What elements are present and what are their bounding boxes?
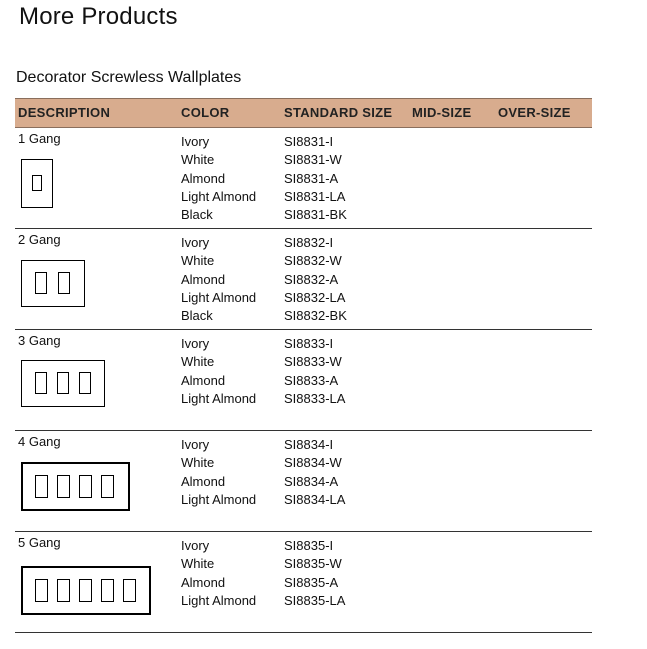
color-name: Ivory	[181, 134, 210, 149]
table-row	[15, 330, 592, 431]
gang-label: 1 Gang	[18, 131, 61, 146]
sku-number: SI8833-I	[284, 336, 334, 351]
sku-number: SI8835-I	[284, 538, 334, 553]
color-name: White	[181, 253, 215, 269]
color-name: White	[181, 152, 215, 168]
color-name: Light Almond	[181, 491, 257, 507]
sku-list	[284, 537, 345, 610]
color-name: Almond	[181, 170, 226, 186]
gang-label: 4 Gang	[18, 434, 61, 449]
table-body	[15, 128, 592, 633]
color-name: Ivory	[181, 437, 210, 452]
color-name: Black	[181, 207, 213, 223]
header-mid-size: MID-SIZE	[412, 105, 472, 120]
color-list	[181, 234, 256, 325]
color-name: White	[181, 455, 215, 471]
sku-number: SI8833-W	[284, 354, 342, 370]
switch-opening	[35, 475, 48, 498]
table-row	[15, 431, 592, 532]
switch-opening	[35, 579, 48, 602]
sku-number: SI8832-I	[284, 235, 334, 250]
table-row	[15, 532, 592, 633]
sku-list	[284, 335, 345, 408]
color-name: Almond	[181, 271, 226, 287]
color-name: Almond	[181, 473, 226, 489]
wallplate-icon	[21, 462, 130, 511]
color-name: Almond	[181, 574, 226, 590]
color-list	[181, 335, 256, 408]
color-name: White	[181, 354, 215, 370]
wallplate-icon	[21, 159, 53, 208]
sku-number: SI8834-W	[284, 455, 342, 471]
color-name: Light Almond	[181, 390, 257, 406]
sku-list	[284, 436, 345, 509]
color-name: Light Almond	[181, 592, 257, 608]
switch-opening	[57, 579, 70, 602]
gang-label: 3 Gang	[18, 333, 61, 348]
switch-opening	[35, 272, 47, 294]
header-over-size: OVER-SIZE	[498, 105, 571, 120]
color-name: Black	[181, 308, 213, 324]
wallplate-icon	[21, 360, 105, 407]
sku-number: SI8835-LA	[284, 592, 346, 608]
sku-number: SI8834-I	[284, 437, 334, 452]
sku-number: SI8835-A	[284, 574, 339, 590]
gang-label: 2 Gang	[18, 232, 61, 247]
switch-opening	[123, 579, 136, 602]
wallplate-icon	[21, 566, 151, 615]
sku-number: SI8832-W	[284, 253, 342, 269]
header-standard-size: STANDARD SIZE	[284, 105, 393, 120]
table-header	[15, 98, 592, 128]
sku-number: SI8831-A	[284, 170, 339, 186]
color-name: Light Almond	[181, 188, 257, 204]
color-name: Ivory	[181, 538, 210, 553]
sku-number: SI8833-LA	[284, 390, 346, 406]
sku-number: SI8832-A	[284, 271, 339, 287]
gang-label: 5 Gang	[18, 535, 61, 550]
sku-number: SI8834-A	[284, 473, 339, 489]
sku-number: SI8831-LA	[284, 188, 346, 204]
switch-opening	[57, 372, 69, 394]
sku-number: SI8835-W	[284, 556, 342, 572]
sku-number: SI8833-A	[284, 372, 339, 388]
switch-opening	[101, 579, 114, 602]
wallplate-table	[15, 98, 592, 633]
switch-opening	[32, 175, 42, 191]
switch-opening	[79, 475, 92, 498]
switch-opening	[58, 272, 70, 294]
color-name: Light Almond	[181, 289, 257, 305]
sku-number: SI8832-LA	[284, 289, 346, 305]
sku-number: SI8831-W	[284, 152, 342, 168]
color-list	[181, 436, 256, 509]
table-row	[15, 229, 592, 330]
header-description: DESCRIPTION	[18, 105, 111, 120]
color-name: Ivory	[181, 336, 210, 351]
color-list	[181, 133, 256, 224]
sku-number: SI8831-BK	[284, 207, 347, 223]
switch-opening	[79, 372, 91, 394]
wallplate-icon	[21, 260, 85, 307]
color-name: Ivory	[181, 235, 210, 250]
sku-number: SI8831-I	[284, 134, 334, 149]
switch-opening	[57, 475, 70, 498]
header-color: COLOR	[181, 105, 230, 120]
table-row	[15, 128, 592, 229]
sku-list	[284, 133, 347, 224]
color-name: Almond	[181, 372, 226, 388]
color-name: White	[181, 556, 215, 572]
switch-opening	[79, 579, 92, 602]
switch-opening	[101, 475, 114, 498]
page-title: More Products	[19, 3, 178, 30]
section-title: Decorator Screwless Wallplates	[16, 69, 242, 86]
sku-list	[284, 234, 347, 325]
color-list	[181, 537, 256, 610]
switch-opening	[35, 372, 47, 394]
sku-number: SI8832-BK	[284, 308, 347, 324]
sku-number: SI8834-LA	[284, 491, 346, 507]
